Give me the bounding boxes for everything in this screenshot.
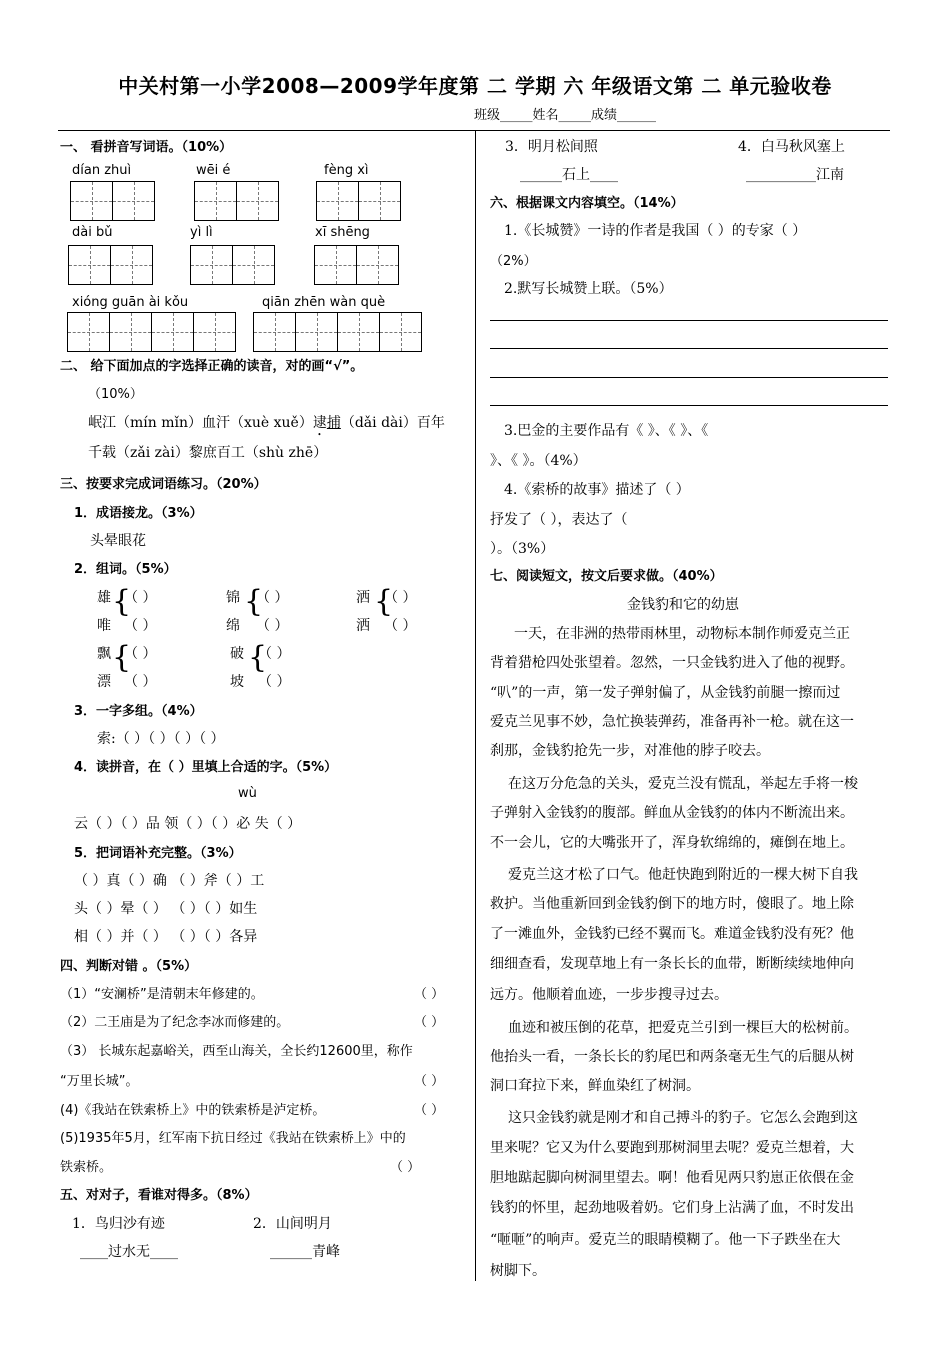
q6-4c[interactable]: ）。（3%） [490, 541, 555, 557]
char-piao-1: 飘 [97, 646, 111, 662]
story-line-5: 刹那，金钱豹抢先一步，对准他的脖子咬去。 [490, 743, 770, 759]
section-5-heading: 五、对对子，看谁对得多。（8%） [60, 1188, 258, 1203]
judge-mark-1[interactable]: （ ） [414, 987, 445, 1002]
char-xiong: 雄 [97, 590, 111, 606]
pinyin-6: xī shēng [315, 225, 370, 240]
section-7-heading: 七、阅读短文，按文后要求做。（40%） [490, 569, 723, 584]
couplet-1: 1．鸟归沙有迹 [72, 1216, 165, 1232]
writing-line-1[interactable] [490, 320, 888, 321]
writing-grid-4[interactable] [68, 245, 153, 285]
story-title: 金钱豹和它的幼崽 [627, 597, 739, 613]
story-line-22: 树脚下。 [490, 1263, 546, 1279]
char-wei: 唯 [97, 618, 111, 634]
q6-3[interactable]: 3.巴金的主要作品有《 》、《 》、《 [504, 423, 709, 439]
pinyin-7: xióng guān ài kǒu [72, 295, 189, 310]
judge-item-1: （1）“安澜桥”是清朝末年修建的。 [60, 987, 264, 1002]
pinyin-8: qiān zhēn wàn què [262, 295, 386, 310]
q6-2: 2.默写长城赞上联。（5%） [504, 281, 673, 297]
pinyin-3: fèng xì [324, 163, 369, 178]
judge-item-3: （3） 长城东起嘉峪关，西至山海关，全长约12600里，称作 [60, 1044, 413, 1059]
story-line-14: 血迹和被压倒的花草，把爱克兰引到一棵巨大的松树前。 [508, 1020, 858, 1036]
pinyin-4: dài bǔ [72, 225, 113, 240]
judge-item-5: (5)1935年5月，红军南下抗日经过《我站在铁索桥上》中的 [60, 1131, 406, 1146]
couplet-4: 4．白马秋风塞上 [738, 139, 845, 155]
judge-mark-2[interactable]: （ ） [414, 1015, 445, 1030]
column-divider [475, 131, 476, 1281]
q3-5-line-3[interactable]: 相（ ）并（ ） （ ）（ ）各异 [74, 929, 258, 945]
pinyin-1: dían zhuì [72, 163, 132, 178]
writing-grid-2[interactable] [194, 181, 279, 221]
blank-mian[interactable]: （ ） [256, 618, 289, 634]
blank-po-2[interactable]: （ ） [258, 674, 291, 690]
q3-5-line-2[interactable]: 头（ ）晕（ ） （ ）（ ）如生 [74, 901, 258, 917]
story-line-3: “叭”的一声，第一发子弹射偏了，从金钱豹前腿一擦而过 [490, 685, 841, 701]
section-4-heading: 四、判断对错 。（5%） [60, 959, 198, 974]
q3-2-label: 2．组词。（5%） [74, 562, 177, 577]
dotted-char-dai: 逮 [312, 415, 327, 431]
section-2-percent: （10%） [88, 387, 143, 402]
header-divider [58, 130, 890, 131]
section-2-line-2: 千载（zǎi zài）黎庶百工（shù zhē） [88, 445, 328, 461]
judge-mark-5[interactable]: （ ） [390, 1160, 421, 1175]
q6-1[interactable]: 1.《长城赞》一诗的作者是我国（ ）的专家（ ） [504, 223, 807, 239]
story-line-9: 爱克兰这才松了口气。他赶快跑到附近的一棵大树下自我 [508, 867, 858, 883]
q3-3-label: 3．一字多组。（4%） [74, 704, 203, 719]
judge-item-4: (4)《我站在铁索桥上》中的铁索桥是泸定桥。 [60, 1103, 326, 1118]
blank-xiong[interactable]: （ ） [124, 590, 157, 606]
page-title: 中关村第一小学2008—2009学年度第 二 学期 六 年级语文第 二 单元验收卷 [118, 74, 832, 98]
story-line-6: 在这万分危急的关头，爱克兰没有慌乱，举起左手将一梭 [508, 776, 858, 792]
char-po: 破 [230, 646, 244, 662]
story-line-2: 背着猎枪四处张望着。忽然，一只金钱豹进入了他的视野。 [490, 655, 854, 671]
char-piao-2: 漂 [97, 674, 111, 690]
couplet-3-answer[interactable]: ______石上____ [520, 167, 618, 183]
writing-grid-3[interactable] [316, 181, 401, 221]
story-line-8: 不一会儿，它的大嘴张开了，浑身软绵绵的，瘫倒在地上。 [490, 835, 854, 851]
story-line-4: 爱克兰见事不妙，急忙换装弹药，准备再补一枪。就在这一 [490, 714, 854, 730]
section-6-heading: 六、根据课文内容填空。（14%） [490, 196, 684, 211]
story-line-21: “咂咂”的响声。爱克兰的眼睛模糊了。他一下子跌坐在大 [490, 1232, 841, 1248]
story-line-13: 远方。他顺着血迹，一步步搜寻过去。 [490, 987, 728, 1003]
brace-2: { [244, 584, 264, 619]
writing-line-4[interactable] [490, 405, 888, 406]
story-line-15: 他抬头一看，一条长长的豹尾巴和两条毫无生气的后腿从树 [490, 1049, 854, 1065]
judge-item-3b: “万里长城”。 [60, 1074, 139, 1089]
reading-daibu: （dǎi dài）百年 [340, 415, 445, 431]
writing-line-2[interactable] [490, 348, 888, 349]
couplet-2: 2．山间明月 [253, 1216, 332, 1232]
story-line-1: 一天，在非洲的热带雨林里，动物标本制作师爱克兰正 [514, 626, 850, 642]
char-jin: 锦 [226, 590, 240, 606]
story-line-12: 细细查看，发现草地上有一条长长的血带，断断续续地伸向 [490, 956, 854, 972]
judge-item-5b: 铁索桥。 [60, 1160, 113, 1175]
q3-4-pinyin: wù [238, 786, 257, 801]
writing-grid-6[interactable] [314, 245, 399, 285]
q6-1-percent: （2%） [490, 254, 537, 269]
story-line-19: 胆地踮起脚向树洞里望去。啊！他看见两只豹崽正依偎在金 [490, 1170, 854, 1186]
writing-line-3[interactable] [490, 377, 888, 378]
couplet-1-answer[interactable]: ____过水无____ [80, 1244, 178, 1260]
q3-1-label: 1．成语接龙。（3%） [74, 506, 203, 521]
couplet-3: 3．明月松间照 [505, 139, 598, 155]
story-line-16: 洞口耷拉下来，鲜血染红了树洞。 [490, 1078, 700, 1094]
section-2-line-1 [88, 412, 445, 439]
section-3-heading: 三、按要求完成词语练习。（20%） [60, 477, 267, 492]
blank-wei[interactable]: （ ） [124, 618, 157, 634]
story-line-18: 里来呢？它又为什么要跑到那树洞里去呢？爱克兰想着，大 [490, 1140, 854, 1156]
q6-4b[interactable]: 抒发了（ ），表达了（ [490, 512, 628, 528]
char-sa-2: 洒 [356, 618, 370, 634]
q3-4-label: 4．读拼音，在（ ）里填上合适的字。（5%） [74, 760, 338, 775]
brace-5: { [248, 640, 268, 675]
q6-4[interactable]: 4.《索桥的故事》描述了（ ） [504, 482, 690, 498]
reading-minjiang-xuehan: 岷江（mín mǐn）血汗（xuè xuě） [88, 415, 313, 431]
blank-piao-1[interactable]: （ ） [124, 646, 157, 662]
brace-1: { [112, 584, 132, 619]
writing-grid-8[interactable] [253, 312, 422, 352]
brace-4: { [112, 640, 132, 675]
judge-mark-4[interactable]: （ ） [414, 1103, 445, 1118]
q3-4-line[interactable]: 云（ ）（ ）品 领（ ）（ ）必 失（ ） [74, 816, 302, 832]
judge-mark-3[interactable]: （ ） [414, 1074, 445, 1089]
writing-grid-5[interactable] [190, 245, 275, 285]
brace-3: { [374, 584, 394, 619]
story-line-7: 子弹射入金钱豹的腹部。鲜血从金钱豹的体内不断流出来。 [490, 805, 854, 821]
blank-po[interactable]: （ ） [258, 646, 291, 662]
q3-3-line[interactable]: 索:（ ）（ ）（ ）（ ） [97, 731, 225, 747]
idiom-chain-start: 头晕眼花 [90, 533, 146, 549]
char-po-2: 坡 [230, 674, 244, 690]
judge-item-2: （2）二王庙是为了纪念李冰而修建的。 [60, 1015, 290, 1030]
story-line-11: 了一滩血外，金钱豹已经不翼而飞。难道金钱豹没有死？他 [490, 926, 854, 942]
writing-grid-1[interactable] [70, 181, 155, 221]
q3-5-line-1[interactable]: （ ）真（ ）确 （ ）斧（ ）工 [74, 873, 265, 889]
pinyin-2: wēi é [196, 163, 231, 178]
blank-sa-2[interactable]: （ ） [384, 618, 417, 634]
char-mian: 绵 [226, 618, 240, 634]
pinyin-5: yì lì [190, 225, 213, 240]
blank-jin[interactable]: （ ） [256, 590, 289, 606]
section-2-heading: 二、 给下面加点的字选择正确的读音，对的画“√”。 [60, 359, 364, 374]
char-sa-1: 洒 [356, 590, 370, 606]
couplet-2-answer[interactable]: ______青峰 [270, 1244, 340, 1260]
q6-3b[interactable]: 》、《 》。（4%） [490, 453, 587, 469]
section-1-heading: 一、 看拼音写词语。（10%） [60, 140, 233, 155]
story-line-17: 这只金钱豹就是刚才和自己搏斗的豹子。它怎么会跑到这 [508, 1110, 858, 1126]
q3-5-label: 5．把词语补充完整。（3%） [74, 846, 242, 861]
story-line-10: 救护。当他重新回到金钱豹倒下的地方时，傻眼了。地上除 [490, 896, 854, 912]
blank-piao-2[interactable]: （ ） [124, 674, 157, 690]
student-info: 班级_____姓名_____成绩______ [474, 108, 657, 123]
story-line-20: 钱豹的怀里，起劲地吸着奶。它们身上沾满了血，不时发出 [490, 1200, 854, 1216]
blank-sa-1[interactable]: （ ） [384, 590, 417, 606]
underlined-char-bu: 捕 [326, 415, 341, 431]
writing-grid-7[interactable] [67, 312, 236, 352]
couplet-4-answer[interactable]: __________江南 [746, 167, 844, 183]
